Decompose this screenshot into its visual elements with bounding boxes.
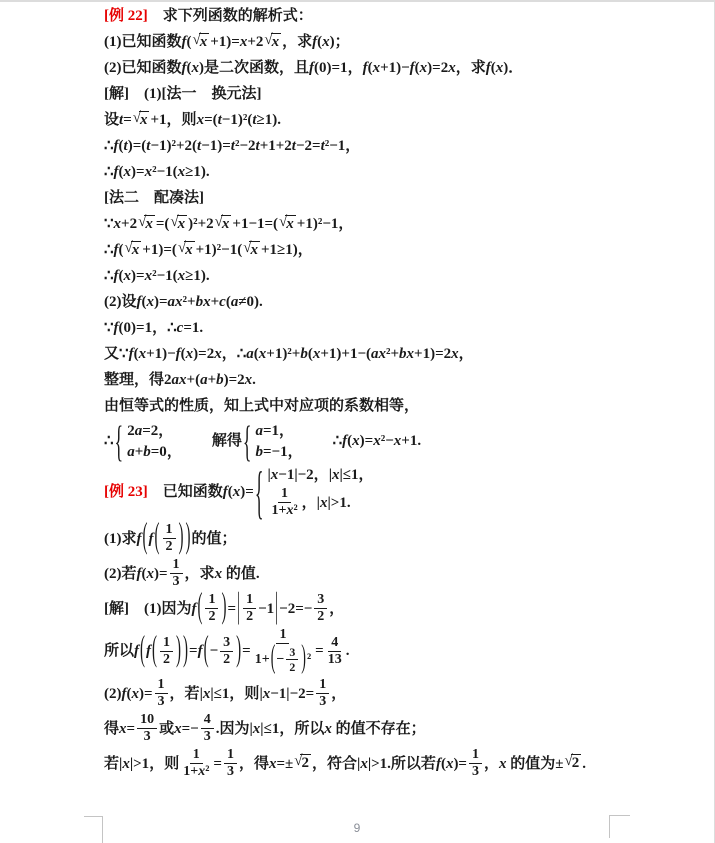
cjk-text: ， [331, 685, 347, 702]
fraction-numerator: 1 [163, 522, 176, 539]
sqrt-expression [133, 111, 150, 129]
math-text: =( [155, 216, 170, 232]
cjk-text: 求下列函数的解析式： [147, 8, 313, 24]
doc-line-20 [104, 556, 689, 591]
bracket-group [142, 517, 192, 557]
math-text: =f [189, 643, 203, 659]
math-text: )²+2 [188, 216, 214, 232]
math-text: −2=− [279, 600, 313, 617]
math-text: +1−1=( [232, 216, 279, 232]
doc-line-23 [104, 676, 689, 711]
doc-line-10 [104, 237, 689, 263]
fraction [269, 486, 299, 519]
doc-line-22 [104, 626, 689, 676]
cjk-text: (2) [104, 685, 122, 702]
fraction-numerator: 1 [243, 592, 256, 609]
doc-line-15 [104, 367, 689, 393]
left-delimiter: ( [142, 517, 148, 557]
left-delimiter: ( [197, 587, 203, 627]
fraction-denominator: 2 [289, 660, 296, 674]
radical-sign: √ [170, 213, 179, 230]
doc-line-17 [104, 416, 689, 466]
math-text: x= [119, 720, 136, 737]
doc-line-14 [104, 341, 689, 367]
cjk-text: ， [345, 138, 361, 154]
radicand: x [139, 111, 148, 128]
math-text: f(0)=1 [309, 60, 348, 76]
example-label: [例 23] [104, 484, 148, 500]
radicand: x [221, 215, 230, 232]
fraction-numerator: 1 [224, 747, 237, 764]
cjk-text: ， [297, 242, 313, 258]
math-text: ∴f(x)=x²−1(x≥1). [104, 268, 210, 284]
math-text: |x|>1 [119, 755, 150, 772]
cjk-text: (2)设 [104, 294, 137, 310]
cjk-text: (2)已知函数 [104, 60, 182, 76]
right-delimiter: ) [185, 517, 191, 557]
doc-line-21 [104, 587, 689, 627]
fraction [181, 747, 211, 780]
cases-rows [267, 464, 373, 520]
math-text: f [136, 530, 142, 547]
cjk-text: ，求 [455, 60, 486, 76]
fraction [469, 747, 482, 780]
math-text: |x|>1. [316, 494, 351, 511]
cjk-text: 的值； [191, 530, 237, 547]
cjk-text: 所以 [104, 643, 135, 659]
cjk-text: 得 [104, 720, 120, 737]
cases-rows [127, 420, 182, 462]
fraction-numerator: 1 [170, 557, 183, 574]
cases-row [127, 420, 182, 441]
bracket-content [210, 634, 236, 669]
bracket-content [146, 630, 182, 670]
cjk-text: ； [334, 34, 350, 50]
math-text: |x|≤1 [328, 466, 359, 483]
cases-row [267, 485, 373, 520]
cjk-text: [解] (1)因为 [104, 600, 192, 617]
fraction [201, 712, 214, 745]
math-text: x [324, 720, 332, 737]
math-text: ∵f(x+1)−f(x)=2x [119, 346, 222, 362]
fraction-numerator: 1 [278, 486, 291, 503]
cjk-text: (1)已知函数 [104, 34, 182, 50]
right-delimiter: ) [183, 630, 189, 670]
fraction-numerator: 1 [160, 635, 173, 652]
fraction-numerator: 3 [314, 592, 327, 609]
fraction-numerator: 3 [220, 635, 233, 652]
sqrt-expression [178, 241, 195, 259]
cjk-text: ，符合 [311, 755, 357, 772]
cases-brace: { [242, 416, 252, 466]
bracket-group [139, 630, 189, 670]
cases-brace: { [114, 416, 124, 466]
bracket-group [151, 630, 182, 670]
math-text: = [242, 643, 251, 659]
sqrt-expression [215, 215, 232, 233]
fraction-numerator: 1 [316, 677, 329, 694]
right-delimiter: ) [236, 630, 242, 670]
fraction-denominator: 3 [226, 764, 234, 779]
fraction-numerator: 4 [201, 712, 214, 729]
cjk-text: ， [313, 466, 329, 483]
doc-line-12 [104, 289, 689, 315]
math-text: 1+ [254, 651, 270, 667]
math-text: −1 [258, 600, 275, 617]
radicand: x [286, 215, 294, 232]
math-text: . [345, 643, 350, 659]
fraction [205, 592, 218, 625]
fraction-denominator [253, 641, 313, 676]
fraction-numerator: 3 [286, 645, 298, 660]
sqrt-expression [264, 33, 281, 51]
doc-line-9 [104, 211, 689, 237]
math-text: +1)=x+2 [210, 34, 264, 50]
fraction [170, 557, 183, 590]
cases-group [254, 459, 374, 525]
doc-line-25 [104, 746, 689, 781]
bracket-content [276, 644, 300, 675]
bracket-content [241, 591, 274, 626]
math-text: x=± [268, 755, 294, 772]
fraction-denominator: 2 [208, 609, 216, 624]
radical-sign: √ [138, 213, 147, 230]
doc-line-5 [104, 107, 689, 133]
fraction-denominator: 13 [327, 651, 342, 667]
cjk-text: ，求 [282, 34, 313, 50]
math-text: a+b=0 [127, 443, 167, 460]
doc-line-13 [104, 315, 689, 341]
page-number: 9 [353, 821, 361, 835]
fraction-numerator: 4 [328, 635, 341, 652]
radical-sign: √ [294, 753, 303, 770]
math-text: ∵f(0)=1 [104, 320, 153, 336]
fraction-numerator: 10 [137, 712, 157, 729]
cases-group [242, 416, 303, 466]
fraction [314, 592, 327, 625]
right-delimiter: ) [301, 641, 306, 676]
doc-line-6 [104, 133, 689, 159]
cjk-text: ， [458, 346, 474, 362]
fraction-denominator: 2 [223, 651, 231, 667]
doc-line-4 [104, 81, 689, 107]
cjk-text: ，则 [229, 685, 260, 702]
cjk-text: ，所以 [279, 720, 325, 737]
radical-sign: √ [192, 31, 201, 48]
cjk-text: ， [152, 320, 168, 336]
doc-line-3 [104, 55, 689, 81]
radicand: x [131, 241, 140, 258]
math-text: f(x)= [222, 484, 254, 500]
sqrt-expression [279, 215, 296, 233]
cjk-text: ，若 [169, 685, 200, 702]
cases-rows [255, 420, 302, 462]
sqrt-expression [294, 754, 311, 772]
fraction [220, 635, 233, 668]
math-text: ∴f(t)=(t−1)²+2(t−1)=t²−2t+1+2t−2=t²−1 [104, 138, 346, 154]
math-text: |x|≤1 [199, 685, 230, 702]
math-text: − [276, 651, 285, 667]
bracket-group [196, 587, 227, 627]
sqrt-expression [170, 215, 187, 233]
math-text: f [191, 600, 197, 617]
radical-sign: √ [132, 109, 141, 126]
radical-sign: √ [264, 31, 273, 48]
cjk-text: ，则 [149, 755, 180, 772]
radicand: x [145, 215, 153, 232]
fraction-numerator: 1 [276, 627, 289, 644]
math-text: = [213, 755, 222, 772]
radical-sign: √ [124, 239, 133, 256]
fraction [224, 747, 237, 780]
cjk-text: ， [301, 494, 317, 511]
doc-line-11 [104, 263, 689, 289]
sqrt-expression [138, 215, 155, 233]
cjk-text: ． [508, 60, 524, 76]
fraction-denominator: 2 [163, 651, 171, 667]
math-text: +1 [150, 112, 167, 128]
right-delimiter: ) [176, 630, 182, 670]
math-text: f [148, 530, 154, 547]
bracket-content [203, 591, 220, 626]
left-delimiter: ( [152, 630, 158, 670]
bracket-group [270, 641, 307, 676]
cjk-text: 由恒等式的性质，知上式中对应项的系数相等， [104, 398, 420, 414]
cjk-text [303, 431, 333, 451]
radical-sign: √ [564, 753, 573, 770]
math-text: b=−1 [255, 443, 288, 460]
radicand: x [271, 33, 280, 50]
left-delimiter: | [237, 587, 241, 627]
cjk-text: 若 [104, 755, 120, 772]
math-text: − [209, 643, 219, 659]
radical-sign: √ [279, 213, 288, 230]
math-text: x=− [174, 720, 199, 737]
fraction [316, 677, 329, 710]
math-text: |x|>1. [357, 755, 391, 772]
radicand: x [199, 33, 208, 50]
math-text: ² [306, 651, 312, 667]
sqrt-expression [193, 33, 210, 51]
cjk-text: ， [358, 466, 374, 483]
radicand: 2 [571, 755, 580, 772]
math-text: ∴c=1. [167, 320, 204, 336]
math-text: |x−1|−2= [259, 685, 315, 702]
fraction-numerator: 1 [190, 747, 203, 764]
cjk-text: ， [287, 443, 303, 460]
math-text: 2a=2 [127, 422, 159, 439]
math-text: f(x+1)−f(x)=2x [362, 60, 456, 76]
cjk-text: (1)求 [104, 530, 137, 547]
fraction [326, 635, 344, 668]
cases-brace: { [254, 459, 264, 525]
bracket-group [154, 517, 185, 557]
bracket-content [161, 521, 178, 556]
radicand: 2 [301, 755, 309, 772]
example-label: [例 22] [104, 8, 148, 24]
cjk-text: 或 [159, 720, 175, 737]
fraction-denominator: 3 [157, 694, 165, 709]
bracket-content [158, 634, 175, 669]
fraction-denominator: 3 [319, 694, 327, 709]
fraction-denominator: 3 [203, 729, 211, 744]
math-text: . [215, 720, 220, 737]
math-text: +1≥1) [260, 242, 298, 258]
cjk-text: 解得 [181, 433, 242, 449]
left-delimiter: ( [203, 630, 209, 670]
math-text: ∴f(x)=x²−x+1. [332, 433, 422, 449]
math-text: ∴a(x+1)²+b(x+1)+1−(ax²+bx+1)=2x [236, 346, 459, 362]
math-text: +1)²−1( [195, 242, 243, 258]
math-text: ∴f(x)=x²−1(x≥1). [104, 164, 210, 180]
fraction-denominator: 3 [172, 574, 180, 589]
math-text: f(x)= [121, 685, 153, 702]
radicand: x [185, 241, 193, 258]
fraction-denominator: 1+ x ² [271, 503, 298, 518]
fraction-denominator: 1+ x ² [183, 764, 210, 779]
doc-line-24 [104, 711, 689, 746]
doc-line-19 [104, 517, 689, 557]
cases-group [114, 416, 182, 466]
bracket-content [148, 517, 185, 557]
cjk-text: 又 [104, 346, 120, 362]
math-text: x [214, 565, 223, 582]
left-delimiter: ( [154, 517, 160, 557]
cjk-text: ， [483, 755, 499, 772]
fraction [243, 592, 256, 625]
window-top-edge [0, 0, 714, 2]
cjk-text: 的值. [222, 565, 260, 582]
radical-sign: √ [243, 239, 252, 256]
fraction-denominator: 2 [165, 539, 173, 554]
cjk-text: ， [279, 422, 295, 439]
doc-line-7 [104, 159, 689, 185]
document-body[interactable] [104, 3, 689, 781]
cjk-text: ， [221, 346, 237, 362]
doc-line-2 [104, 29, 689, 55]
radicand: x [250, 241, 258, 258]
cjk-text: 的值不存在； [331, 720, 426, 737]
math-text: f(x) [181, 60, 204, 76]
doc-line-1 [104, 3, 689, 29]
doc-line-16 [104, 393, 689, 419]
right-delimiter: ) [221, 587, 227, 627]
radical-sign: √ [177, 239, 187, 256]
fraction-numerator: 1 [205, 592, 218, 609]
fraction [163, 522, 176, 555]
cjk-text: 整理，得 [104, 372, 165, 388]
fraction-denominator: 2 [246, 609, 254, 624]
radicand: x [177, 215, 186, 232]
fraction-denominator: 2 [317, 609, 325, 624]
math-text: x=(t−1)²(t≥1). [196, 112, 281, 128]
fraction-numerator: 1 [155, 677, 168, 694]
cases-row [127, 441, 182, 462]
doc-line-8 [104, 185, 689, 211]
math-text: = [315, 643, 324, 659]
cjk-text: [法二 配凑法] [104, 190, 204, 206]
sqrt-expression [565, 754, 582, 772]
math-text: +1)²−1 [296, 216, 339, 232]
cjk-text: (2)若 [104, 565, 137, 582]
math-text: . [582, 755, 586, 772]
fraction [137, 712, 157, 745]
cjk-text: 设 [104, 112, 120, 128]
fraction [253, 627, 313, 675]
math-text: a=1 [255, 422, 280, 439]
math-text: x [499, 755, 507, 772]
cjk-text: [解] (1)[法一 换元法] [104, 86, 262, 102]
cjk-text: 是二次函数，且 [204, 60, 310, 76]
math-text: f( [181, 34, 192, 50]
math-text: |x|≤1 [249, 720, 280, 737]
fraction-denominator: 3 [471, 764, 479, 779]
cjk-text: 已知函数 [147, 484, 223, 500]
math-text: f [146, 643, 152, 659]
doc-line-18 [104, 459, 689, 525]
cjk-text: ， [166, 443, 182, 460]
radical-sign: √ [214, 213, 223, 230]
math-text: t= [119, 112, 132, 128]
fraction [286, 645, 298, 674]
math-text: |x−1|−2 [267, 466, 314, 483]
math-text: f(x) [485, 60, 509, 76]
cjk-text: 因为 [219, 720, 250, 737]
cases-row [255, 420, 302, 441]
math-text: f(x)= [136, 565, 168, 582]
math-text: 2ax+(a+b)=2x. [164, 372, 256, 388]
cjk-text: ，则 [166, 112, 197, 128]
math-text: = [227, 600, 237, 617]
math-text: f(x) [312, 34, 335, 50]
right-delimiter: | [275, 587, 279, 627]
math-text: ∵x+2 [104, 216, 138, 232]
math-text: ∴ [104, 433, 114, 449]
math-text: f [134, 643, 140, 659]
fraction [160, 635, 173, 668]
bracket-group [203, 630, 243, 670]
sqrt-expression [243, 241, 260, 259]
cjk-text: ， [329, 600, 345, 617]
cjk-text: ， [338, 216, 354, 232]
bracket-group [236, 587, 279, 627]
fraction-numerator: 1 [469, 747, 482, 764]
cjk-text: ，得 [238, 755, 269, 772]
fraction [155, 677, 168, 710]
math-text: f(x)=ax²+bx+c(a≠0). [136, 294, 263, 310]
left-delimiter: ( [270, 641, 276, 676]
math-text: ± [555, 755, 564, 772]
fraction-denominator: 3 [143, 729, 151, 744]
cjk-text: ， [347, 60, 363, 76]
right-delimiter: ) [178, 517, 184, 557]
math-text: ∴f( [104, 242, 124, 258]
cjk-text: ， [158, 422, 174, 439]
math-text: +1)=( [142, 242, 177, 258]
cases-row [267, 464, 373, 485]
cjk-text: 的值为 [506, 755, 556, 772]
cjk-text: 所以若 [390, 755, 436, 772]
sqrt-expression [125, 241, 142, 259]
left-delimiter: ( [140, 630, 146, 670]
cjk-text: ，求 [184, 565, 215, 582]
math-text: f(x)= [435, 755, 467, 772]
